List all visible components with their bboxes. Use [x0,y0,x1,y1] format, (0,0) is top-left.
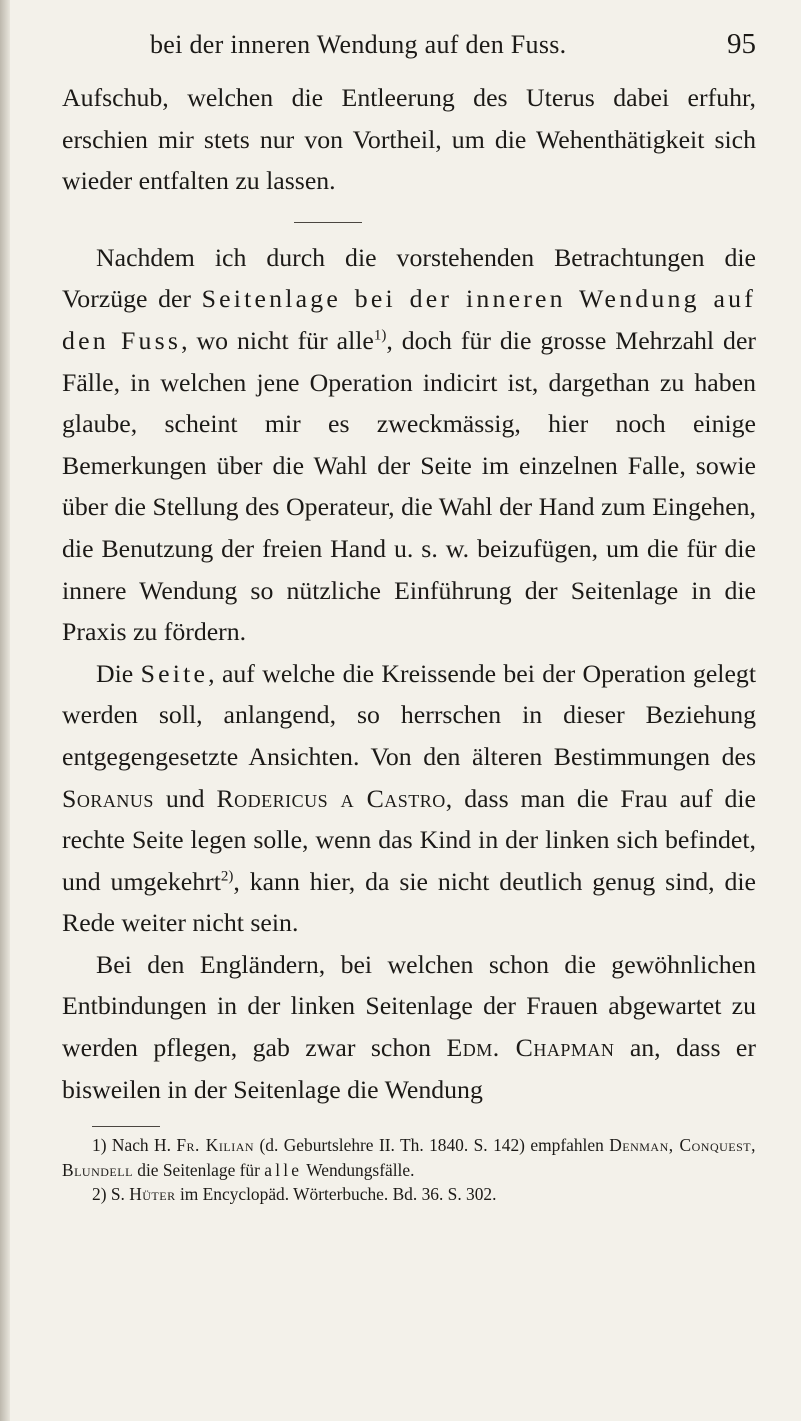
emphasis-text: alle [264,1159,303,1180]
running-head: bei der inneren Wendung auf den Fuss. [150,30,567,59]
body-text [62,77,756,1207]
paragraph-2 [62,237,756,653]
text-run: , dass man die Frau auf die rechte Seite legen solle, wenn das Kind in der linken sich befindet, und umgekehrt [62,783,757,896]
text-run: Nachdem ich durch die vorstehenden Betrachtungen die Vorzüge der [62,242,756,314]
author-name: Soranus [62,783,154,813]
page-number: 95 [727,28,756,60]
author-name: Rodericus a Castro [216,783,446,813]
footnote-2 [62,1182,756,1207]
text-run: Wendungsfälle. [302,1159,415,1180]
text-run: und [153,783,217,813]
section-divider [294,222,362,223]
paragraph-3 [62,653,756,944]
text-run: 1) Nach H. [92,1135,177,1156]
text-run: , doch für die grosse Mehrzahl der Fälle, in welchen jene Operation indicirt ist, dargethan zu haben glaube, scheint mir es zweckmässig, hier noch einige Bemerkungen über die Wahl der Seite im einzelnen Falle, sowie über die Stellung des Operateur, die Wahl der Hand zum Eingehen, die Benutzung der freien Hand u. s. w. beizufügen, um die für die innere Wendung so nützliche Einführung der Seitenlage in die Praxis zu fördern. [62,325,757,647]
text-run: 2) S. [92,1184,130,1205]
text-run: Bei den Engländern, bei welchen schon die gewöhnlichen Entbindungen in der linken Seitenlage der Frauen abgewartet zu werden pflegen, gab zwar schon [62,949,756,1063]
text-run: an, dass er bisweilen in der Seitenlage die Wendung [62,1033,756,1104]
emphasis-text: Seitenlage bei der inneren Wendung auf den Fuss [62,284,756,355]
footnote-ref-1: 1) [373,327,387,344]
footnote-ref-2: 2) [220,868,234,885]
page-header [60,30,756,70]
page-edge [0,0,10,1421]
author-name: Edm. Chapman [446,1033,615,1063]
text-run: Die [96,658,141,688]
text-run: , auf welche die Kreissende bei der Operation gelegt werden soll, anlangend, so herrschen in dieser Beziehung entgegengesetzte Ansichten. Von den älteren Bestimmungen des [62,658,756,771]
footnotes [62,1133,756,1207]
text-run: die Seitenlage für [132,1159,265,1180]
text-run: , kann hier, da sie nicht deutlich genug sind, die Rede weiter nicht sein. [62,866,756,938]
footnote-1 [62,1133,756,1182]
text-run: im Encyclopäd. Wörterbuche. Bd. 36. S. 302. [175,1184,497,1205]
paragraph-4 [62,944,756,1110]
author-name: Hüter [129,1184,176,1205]
author-name: Denman, Conquest, Blundell [62,1135,756,1180]
text-run: , wo nicht für alle [181,325,374,355]
author-name: Fr. Kilian [176,1135,255,1156]
footnote-rule [92,1126,160,1127]
text-run: (d. Geburtslehre II. Th. 1840. S. 142) empfahlen [254,1135,610,1156]
paragraph-1: Aufschub, welchen die Entleerung des Uterus dabei erfuhr, erschien mir stets nur von Vortheil, um die Wehenthätigkeit sich wieder entfalten zu lassen. [62,83,756,196]
emphasis-text: Seite [140,658,209,688]
